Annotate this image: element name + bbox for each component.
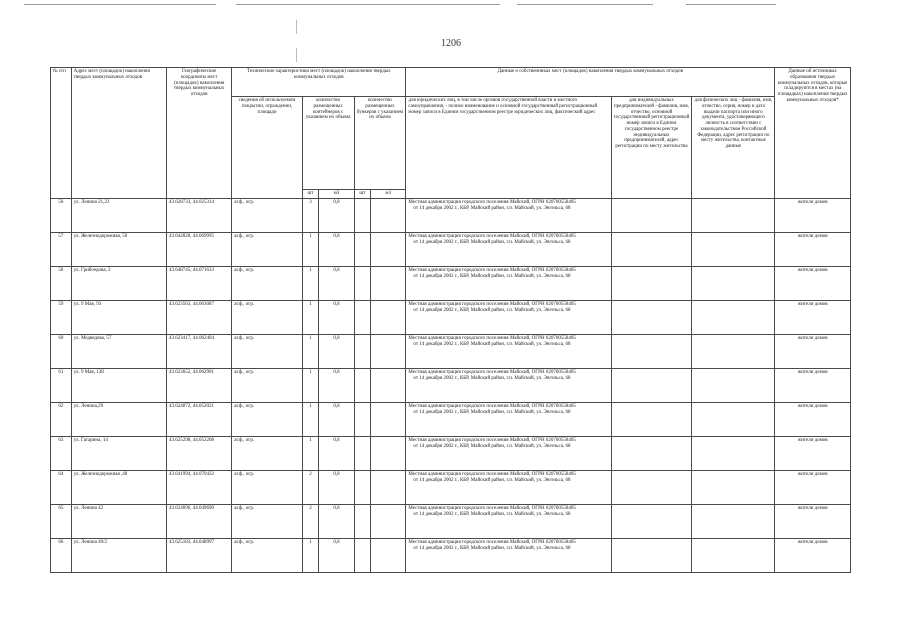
row-owner-person — [692, 233, 775, 267]
row-bunker-count — [354, 301, 371, 335]
row-container-count: 1 — [302, 437, 319, 471]
col-owner-header: Данные о собственниках мест (площадок) накопления твердых коммунальных отходов — [406, 68, 775, 97]
owner-name-ogrn: Местная администрация городского поселения Майский, ОГРН 020700558405 — [408, 438, 576, 443]
table-row — [51, 199, 851, 233]
row-surface: асф., огр. — [232, 233, 302, 267]
table-row — [51, 267, 851, 301]
row-number: 56 — [51, 199, 72, 233]
row-owner-person — [692, 403, 775, 437]
row-number: 63 — [51, 437, 72, 471]
row-owner-entrepreneur — [611, 437, 692, 471]
owner-name-ogrn: Местная администрация городского поселения Майский, ОГРН 020700558405 — [408, 370, 576, 375]
owner-address: от 14 декабря 2002 г., КБР, Майский район, г.п. Майский, ул. Энгельса, 68 — [413, 477, 571, 483]
col-geo-header: Географические координаты мест (площадок) накопления твердых коммунальных отходов — [167, 68, 232, 199]
row-container-volume: 0,8 — [319, 437, 354, 471]
row-container-count: 3 — [302, 199, 319, 233]
row-waste-source: жители домов — [775, 267, 851, 301]
row-number: 60 — [51, 335, 72, 369]
unit-bunkers-m3: м3 — [371, 190, 406, 199]
owner-address: от 14 декабря 2002 г., КБР, Майский район, г.п. Майский, ул. Энгельса, 68 — [413, 375, 571, 381]
sub-containers-header: количество размещенных контейнеров с указанием их объема — [302, 97, 354, 190]
row-bunker-count — [354, 539, 371, 573]
row-container-count: 1 — [302, 403, 319, 437]
row-container-count: 2 — [302, 471, 319, 505]
table-row — [51, 233, 851, 267]
row-owner-legal — [406, 199, 611, 233]
row-container-count: 1 — [302, 539, 319, 573]
row-waste-source: жители домов — [775, 505, 851, 539]
row-container-volume: 0,8 — [319, 267, 354, 301]
row-waste-source: жители домов — [775, 369, 851, 403]
top-rule-middle — [236, 4, 500, 5]
row-number: 66 — [51, 539, 72, 573]
row-surface: асф., огр. — [232, 301, 302, 335]
row-waste-source: жители домов — [775, 301, 851, 335]
row-owner-person — [692, 267, 775, 301]
row-waste-source: жители домов — [775, 437, 851, 471]
owner-name-ogrn: Местная администрация городского поселения Майский, ОГРН 020700558405 — [408, 336, 576, 341]
owner-name-ogrn: Местная администрация городского поселения Майский, ОГРН 020700558405 — [408, 200, 576, 205]
row-surface: асф., огр. — [232, 369, 302, 403]
row-coordinates: 43.623652, 44.062901 — [167, 369, 232, 403]
row-owner-entrepreneur — [611, 369, 692, 403]
row-container-volume: 0,8 — [319, 403, 354, 437]
row-owner-entrepreneur — [611, 199, 692, 233]
row-owner-person — [692, 539, 775, 573]
row-owner-entrepreneur — [611, 301, 692, 335]
row-coordinates: 43.623563, 44.063087 — [167, 301, 232, 335]
row-waste-source: жители домов — [775, 199, 851, 233]
row-bunker-volume — [371, 437, 406, 471]
scan-mark-bottom — [296, 48, 297, 62]
owner-address: от 14 декабря 2002 г., КБР, Майский район, г.п. Майский, ул. Энгельса, 68 — [413, 273, 571, 279]
owner-address: от 14 декабря 2002 г., КБР, Майский район, г.п. Майский, ул. Энгельса, 68 — [413, 205, 571, 211]
row-owner-entrepreneur — [611, 403, 692, 437]
table-row — [51, 505, 851, 539]
owner-name-ogrn: Местная администрация городского поселения Майский, ОГРН 020700558405 — [408, 472, 576, 477]
row-owner-legal — [406, 471, 611, 505]
row-bunker-volume — [371, 539, 406, 573]
row-bunker-count — [354, 199, 371, 233]
row-owner-legal — [406, 437, 611, 471]
row-coordinates: 43.624696, 44.049690 — [167, 505, 232, 539]
row-owner-legal — [406, 301, 611, 335]
row-address: ул. Ленина 42 — [71, 505, 166, 539]
row-address: ул. 9 Мая, 93 — [71, 301, 166, 335]
row-address: ул. Медведева, 57 — [71, 335, 166, 369]
sub-legal-header: для юридических лиц, в том числе органов государственной власти и местного самоуправления, - полное наименование и основной государственный регистрационный номер записи в Едином государственном реестре юридических лиц, фактический адрес — [406, 97, 611, 199]
row-container-volume: 0,8 — [319, 233, 354, 267]
row-surface: асф., огр. — [232, 471, 302, 505]
row-surface: асф., огр. — [232, 199, 302, 233]
row-coordinates: 43.625298, 44.052208 — [167, 437, 232, 471]
row-coordinates: 43.625183, 44.048997 — [167, 539, 232, 573]
row-bunker-count — [354, 233, 371, 267]
row-owner-person — [692, 437, 775, 471]
row-address: ул. Ленина 21,23 — [71, 199, 166, 233]
row-owner-legal — [406, 369, 611, 403]
row-coordinates: 43.628733, 44.025314 — [167, 199, 232, 233]
row-bunker-volume — [371, 233, 406, 267]
sub-surface-header: сведения об используемом покрытии, ограждении, площади — [232, 97, 302, 199]
row-container-volume: 0,8 — [319, 335, 354, 369]
row-waste-source: жители домов — [775, 539, 851, 573]
owner-name-ogrn: Местная администрация городского поселения Майский, ОГРН 020700558405 — [408, 404, 576, 409]
row-surface: асф., огр. — [232, 505, 302, 539]
row-address: ул. Железнодорожная ,48 — [71, 471, 166, 505]
row-bunker-count — [354, 335, 371, 369]
table-body — [51, 199, 851, 573]
row-owner-entrepreneur — [611, 471, 692, 505]
owner-address: от 14 декабря 2002 г., КБР, Майский район, г.п. Майский, ул. Энгельса, 68 — [413, 443, 571, 449]
sub-bunkers-header: количество размещенных бункеров с указанием их объема — [354, 97, 406, 190]
row-waste-source: жители домов — [775, 335, 851, 369]
row-owner-legal — [406, 505, 611, 539]
row-container-volume: 0,8 — [319, 369, 354, 403]
table-row — [51, 539, 851, 573]
row-bunker-count — [354, 471, 371, 505]
top-rule-right — [517, 4, 653, 5]
row-owner-legal — [406, 539, 611, 573]
row-owner-entrepreneur — [611, 505, 692, 539]
table-row — [51, 403, 851, 437]
row-container-count: 1 — [302, 369, 319, 403]
row-bunker-volume — [371, 369, 406, 403]
row-owner-legal — [406, 335, 611, 369]
unit-containers-m3: м3 — [319, 190, 354, 199]
sub-person-header: для физических лиц - фамилия, имя, отчество, серия, номер и дата выдачи паспорта или иного документа, удостоверяющего личность в соответствии с законодательством Российской Федерации, адрес регистрации по месту жительства, контактные данные — [692, 97, 775, 199]
unit-bunkers-pcs: шт — [354, 190, 371, 199]
owner-name-ogrn: Местная администрация городского поселения Майский, ОГРН 020700558405 — [408, 302, 576, 307]
row-bunker-volume — [371, 505, 406, 539]
row-coordinates: 43.624872, 44.052021 — [167, 403, 232, 437]
row-surface: асф., огр. — [232, 437, 302, 471]
row-coordinates: 43.623417, 44.062404 — [167, 335, 232, 369]
row-bunker-volume — [371, 471, 406, 505]
row-waste-source: жители домов — [775, 233, 851, 267]
row-address: ул. Ленина,29 — [71, 403, 166, 437]
row-container-count: 1 — [302, 267, 319, 301]
row-owner-person — [692, 199, 775, 233]
row-owner-entrepreneur — [611, 335, 692, 369]
col-source-header: Данные об источниках образования твердых коммунальных отходов, которые складируются в местах (на площадках) накопления твердых коммунальных отходов* — [775, 68, 851, 199]
row-container-volume: 0,8 — [319, 199, 354, 233]
row-bunker-count — [354, 505, 371, 539]
row-owner-legal — [406, 267, 611, 301]
row-bunker-volume — [371, 403, 406, 437]
table-row — [51, 471, 851, 505]
row-owner-entrepreneur — [611, 539, 692, 573]
col-tech-header: Технические характеристики мест (площадок) накопления твердых коммунальных отходов — [232, 68, 406, 97]
row-number: 57 — [51, 233, 72, 267]
table-row — [51, 437, 851, 471]
row-surface: асф., огр. — [232, 267, 302, 301]
row-bunker-volume — [371, 199, 406, 233]
table-row — [51, 301, 851, 335]
row-number: 62 — [51, 403, 72, 437]
row-waste-source: жители домов — [775, 403, 851, 437]
owner-address: от 14 декабря 2002 г., КБР, Майский район, г.п. Майский, ул. Энгельса, 68 — [413, 545, 571, 551]
row-owner-entrepreneur — [611, 233, 692, 267]
row-number: 65 — [51, 505, 72, 539]
row-address: ул. 9 Мая, 138 — [71, 369, 166, 403]
row-number: 58 — [51, 267, 72, 301]
owner-address: от 14 декабря 2002 г., КБР, Майский район, г.п. Майский, ул. Энгельса, 68 — [413, 307, 571, 313]
owner-address: от 14 декабря 2002 г., КБР, Майский район, г.п. Майский, ул. Энгельса, 68 — [413, 511, 571, 517]
owner-address: от 14 декабря 2002 г., КБР, Майский район, г.п. Майский, ул. Энгельса, 68 — [413, 341, 571, 347]
sub-entrepreneur-header: для индивидуальных предпринимателей - фамилия, имя, отчество, основной государственный регистрационный номер записи в Едином государственном реестре индивидуальных предпринимателей, адрес регистрации по месту жительства — [611, 97, 692, 199]
row-address: ул. Грибоедова, 2 — [71, 267, 166, 301]
row-container-volume: 0,8 — [319, 539, 354, 573]
row-bunker-count — [354, 437, 371, 471]
row-container-volume: 0,8 — [319, 505, 354, 539]
row-bunker-count — [354, 267, 371, 301]
scan-mark-top — [296, 20, 297, 34]
row-container-count: 1 — [302, 233, 319, 267]
row-surface: асф., огр. — [232, 335, 302, 369]
row-number: 59 — [51, 301, 72, 335]
row-bunker-volume — [371, 301, 406, 335]
owner-name-ogrn: Местная администрация городского поселения Майский, ОГРН 020700558405 — [408, 540, 576, 545]
table-row — [51, 369, 851, 403]
row-owner-person — [692, 505, 775, 539]
row-container-count: 1 — [302, 301, 319, 335]
owner-name-ogrn: Местная администрация городского поселения Майский, ОГРН 020700558405 — [408, 268, 576, 273]
row-bunker-volume — [371, 335, 406, 369]
top-rule-left — [24, 4, 216, 5]
row-container-count: 2 — [302, 505, 319, 539]
row-number: 64 — [51, 471, 72, 505]
row-owner-legal — [406, 233, 611, 267]
row-owner-person — [692, 471, 775, 505]
row-owner-person — [692, 301, 775, 335]
row-coordinates: 43.641994, 44.070432 — [167, 471, 232, 505]
owner-address: от 14 декабря 2002 г., КБР, Майский район, г.п. Майский, ул. Энгельса, 68 — [413, 239, 571, 245]
row-number: 61 — [51, 369, 72, 403]
owner-address: от 14 декабря 2002 г., КБР, Майский район, г.п. Майский, ул. Энгельса, 68 — [413, 409, 571, 415]
row-surface: асф., огр. — [232, 539, 302, 573]
col-num-header: № п/п — [51, 68, 72, 199]
row-owner-person — [692, 335, 775, 369]
row-surface: асф., огр. — [232, 403, 302, 437]
row-coordinates: 43.642828, 44.069995 — [167, 233, 232, 267]
row-owner-legal — [406, 403, 611, 437]
owner-name-ogrn: Местная администрация городского поселения Майский, ОГРН 020700558405 — [408, 234, 576, 239]
row-owner-person — [692, 369, 775, 403]
row-bunker-volume — [371, 267, 406, 301]
row-address: ул. Гагарина, 14 — [71, 437, 166, 471]
waste-site-register-table — [50, 67, 851, 573]
row-bunker-count — [354, 369, 371, 403]
row-owner-entrepreneur — [611, 267, 692, 301]
owner-name-ogrn: Местная администрация городского поселения Майский, ОГРН 020700558405 — [408, 506, 576, 511]
row-bunker-count — [354, 403, 371, 437]
table-row — [51, 335, 851, 369]
unit-containers-pcs: шт — [302, 190, 319, 199]
row-address: ул. Ленина 40/2 — [71, 539, 166, 573]
row-container-volume: 0,8 — [319, 471, 354, 505]
top-rule-far-right — [686, 4, 776, 5]
row-container-volume: 0,8 — [319, 301, 354, 335]
row-coordinates: 43.648745, 44.071633 — [167, 267, 232, 301]
row-address: ул. Железнодорожная, 50 — [71, 233, 166, 267]
col-address-header: Адрес мест (площадок) накопления твердых коммунальных отходов — [71, 68, 166, 199]
row-waste-source: жители домов — [775, 471, 851, 505]
page-number: 1206 — [441, 38, 461, 49]
row-container-count: 1 — [302, 335, 319, 369]
